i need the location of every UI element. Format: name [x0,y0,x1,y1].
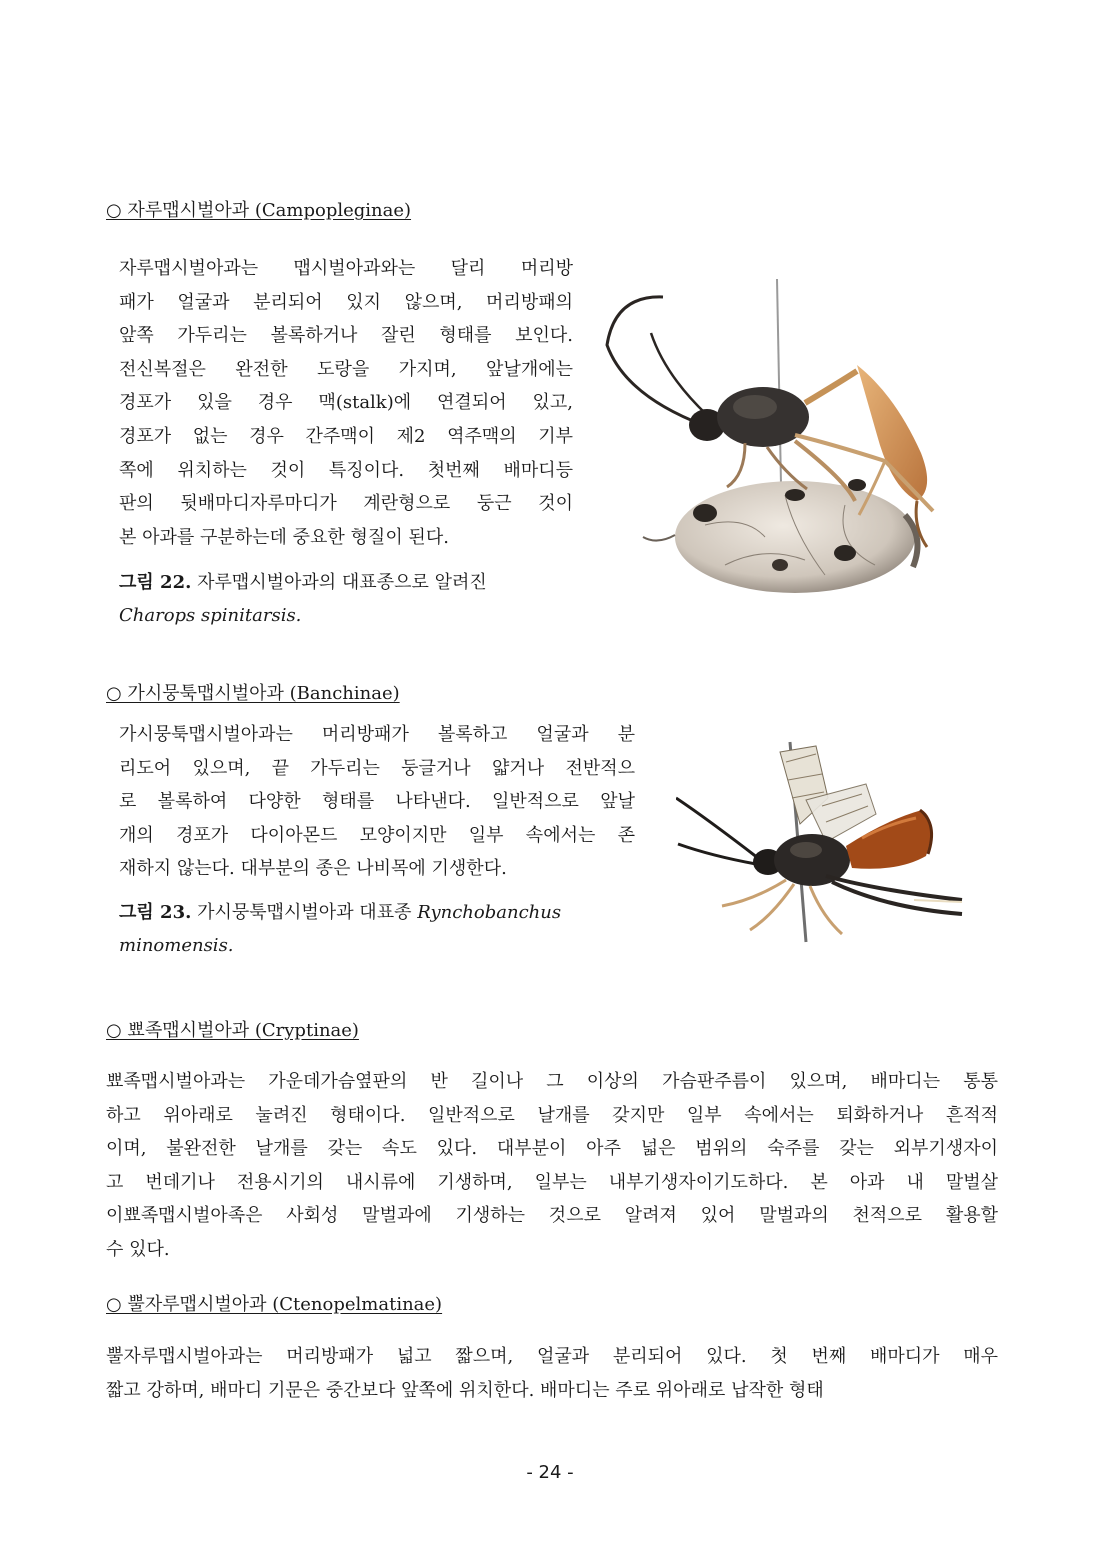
text-line: 이며, 불완전한 날개를 갖는 속도 있다. 대부분이 아주 넓은 범위의 숙주를 갖는 외부기생자이 [106,1138,998,1160]
campopleginae-paragraph [119,252,573,554]
text-line: 쪽에 위치하는 것이 특징이다. 첫번째 배마디등 [119,459,573,481]
cryptinae-paragraph [106,1065,998,1267]
section-heading-campopleginae: ○ 자루맵시벌아과 (Campopleginae) [106,200,412,221]
text-line: 뾰족맵시벌아과는 가운데가슴옆판의 반 길이나 그 이상의 가슴판주름이 있으며, 배마디는 통통 [106,1071,998,1092]
figure-label: 그림 22. [119,572,192,593]
section-heading-ctenopelmatinae: ○ 뿔자루맵시벌아과 (Ctenopelmatinae) [106,1294,443,1315]
figure-22-wasp-on-cocoon-image [595,275,995,595]
text-line: 짧고 강하며, 배마디 기문은 중간보다 앞쪽에 위치한다. 배마디는 주로 위아래로 납작한 형태 [106,1379,824,1401]
text-line: 본 아과를 구분하는데 중요한 형질이 된다. [119,526,449,548]
text-line: 자루맵시벌아과는 맵시벌아과와는 달리 머리방 [119,258,573,279]
text-line: 하고 위아래로 눌려진 형태이다. 일반적으로 날개를 갖지만 일부 속에서는 퇴화하거나 흔적적 [106,1104,998,1126]
text-line: 뿔자루맵시벌아과는 머리방패가 넓고 짧으며, 얼굴과 분리되어 있다. 첫 번째 배마디가 매우 [106,1346,998,1367]
species-name: Rynchobanchus [417,902,562,923]
text-line: 패가 얼굴과 분리되어 있지 않으며, 머리방패의 [119,291,573,313]
text-line: 개의 경포가 다이아몬드 모양이지만 일부 속에서는 존 [119,824,635,846]
section-heading-cryptinae: ○ 뾰족맵시벌아과 (Cryptinae) [106,1020,359,1041]
text-line: 재하지 않는다. 대부분의 종은 나비목에 기생한다. [119,858,507,880]
figure-23-wasp-specimen-image [676,740,966,945]
caption-text: 자루맵시벌아과의 대표종으로 알려진 [197,572,487,593]
text-line: 경포가 있을 경우 맥(stalk)에 연결되어 있고, [119,392,573,414]
text-line: 리도어 있으며, 끝 가두리는 둥글거나 얇거나 전반적으 [119,757,635,779]
text-line: 가시뭉툭맵시벌아과는 머리방패가 볼록하고 얼굴과 분 [119,724,635,745]
figure-23-caption [119,896,639,962]
text-line: 판의 뒷배마디자루마디가 계란형으로 둥근 것이 [119,493,573,515]
text-line: 수 있다. [106,1238,170,1260]
text-line: 경포가 없는 경우 간주맥이 제2 역주맥의 기부 [119,425,573,447]
species-name: minomensis. [119,935,234,956]
text-line: 로 볼록하여 다양한 형태를 나타낸다. 일반적으로 앞날 [119,791,635,813]
text-line: 고 번데기나 전용시기의 내시류에 기생하며, 일부는 내부기생자이기도하다. 본 아과 내 말벌살 [106,1171,998,1193]
figure-label: 그림 23. [119,902,192,923]
ctenopelmatinae-paragraph [106,1340,998,1407]
species-name: Charops spinitarsis. [119,605,302,626]
figure-22-caption [119,566,579,632]
text-line: 앞쪽 가두리는 볼록하거나 잘린 형태를 보인다. [119,325,573,347]
text-line: 전신복절은 완전한 도랑을 가지며, 앞날개에는 [119,358,573,380]
page-number: - 24 - [526,1462,574,1483]
text-line: 이뾰족맵시벌아족은 사회성 말벌과에 기생하는 것으로 알려져 있어 말벌과의 천적으로 활용할 [106,1205,998,1227]
caption-text: 가시뭉툭맵시벌아과 대표종 [197,902,412,923]
banchinae-paragraph [119,718,635,886]
section-heading-banchinae: ○ 가시뭉툭맵시벌아과 (Banchinae) [106,683,400,704]
